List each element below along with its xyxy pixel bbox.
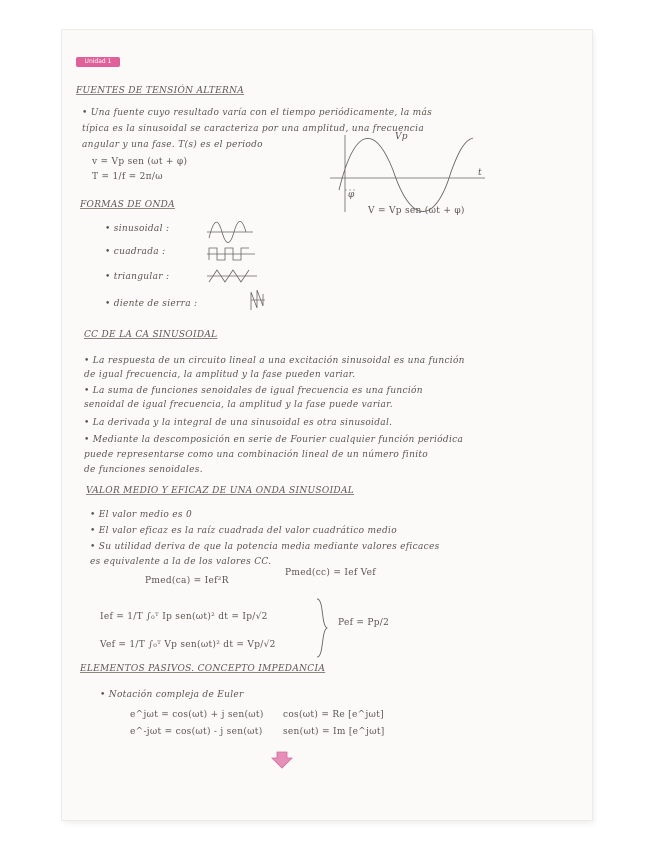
section-title-elementos: ELEMENTOS PASIVOS. CONCEPTO IMPEDANCIA bbox=[80, 664, 326, 674]
s3-line-5: • La derivada y la integral de una sinusoidal es otra sinusoidal. bbox=[84, 418, 393, 428]
formula-brace bbox=[315, 597, 329, 659]
ief-formula: Ief = 1/T ∫₀ᵀ Ip sen(ωt)² dt = Ip/√2 bbox=[100, 612, 268, 622]
s3-line-1: • La respuesta de un circuito lineal a una excitación sinusoidal es una función bbox=[84, 356, 465, 366]
s3-line-6: • Mediante la descomposición en serie de Fourier cualquier función periódica bbox=[84, 435, 464, 445]
s3-line-7: puede representarse como una combinación lineal de un número finito bbox=[84, 450, 429, 460]
s4-line-3: • Su utilidad deriva de que la potencia media mediante valores eficaces bbox=[90, 542, 440, 552]
wave-item-sinusoidal: • sinusoidal : bbox=[105, 224, 170, 234]
graph-label-vp: Vp bbox=[395, 132, 408, 142]
wave-item-cuadrada: • cuadrada : bbox=[105, 247, 166, 257]
power-cc: Pmed(cc) = Ief Vef bbox=[285, 568, 376, 578]
section-title-fuentes: FUENTES DE TENSIÓN ALTERNA bbox=[76, 86, 245, 96]
section-title-cc: CC DE LA CA SINUSOIDAL bbox=[84, 330, 218, 340]
equation-voltage: v = Vp sen (ωt + φ) bbox=[92, 157, 188, 167]
s1-line-1: • Una fuente cuyo resultado varía con el tiempo periódicamente, la más bbox=[82, 108, 433, 118]
s3-line-3: • La suma de funciones senoidales de igual frecuencia es una función bbox=[84, 386, 423, 396]
s4-line-1: • El valor medio es 0 bbox=[90, 510, 192, 520]
euler-2-im: sen(ωt) = Im [e^jωt] bbox=[283, 727, 385, 737]
unit-tag: Unidad 1 bbox=[76, 57, 120, 67]
euler-1: e^jωt = cos(ωt) + j sen(ωt) bbox=[130, 710, 264, 720]
waveform-sketches bbox=[205, 214, 265, 314]
s4-line-2: • El valor eficaz es la raíz cuadrada del valor cuadrático medio bbox=[90, 526, 397, 536]
s3-line-8: de funciones senoidales. bbox=[84, 465, 203, 475]
s1-line-2: típica es la sinusoidal se caracteriza por una amplitud, una frecuencia bbox=[82, 124, 424, 134]
vef-formula: Vef = 1/T ∫₀ᵀ Vp sen(ωt)² dt = Vp/√2 bbox=[100, 640, 276, 650]
s4-line-4: es equivalente a la de los valores CC. bbox=[90, 557, 272, 567]
s3-line-4: senoidal de igual frecuencia, la amplitud y la fase puede variar. bbox=[84, 400, 393, 410]
s1-line-3: angular y una fase. T(s) es el periodo bbox=[82, 140, 263, 150]
equation-period: T = 1/f = 2π/ω bbox=[92, 172, 163, 182]
power-ca: Pmed(ca) = Ief²R bbox=[145, 576, 229, 586]
s5-line-1: • Notación compleja de Euler bbox=[100, 690, 244, 700]
wave-item-sierra: • diente de sierra : bbox=[105, 299, 198, 309]
euler-1-re: cos(ωt) = Re [e^jωt] bbox=[283, 710, 384, 720]
s3-line-2: de igual frecuencia, la amplitud y la fase pueden variar. bbox=[84, 370, 356, 380]
euler-2: e^-jωt = cos(ωt) - j sen(ωt) bbox=[130, 727, 263, 737]
pef-formula: Pef = Pp/2 bbox=[338, 618, 390, 628]
graph-caption: V = Vp sen (ωt + φ) bbox=[368, 206, 465, 216]
graph-label-phi: φ bbox=[348, 190, 355, 200]
graph-label-t: t bbox=[478, 168, 482, 178]
section-title-valor-medio: VALOR MEDIO Y EFICAZ DE UNA ONDA SINUSOIDAL bbox=[86, 486, 355, 496]
section-title-formas: FORMAS DE ONDA bbox=[80, 200, 175, 210]
arrow-down-icon bbox=[271, 750, 293, 770]
wave-item-triangular: • triangular : bbox=[105, 272, 170, 282]
